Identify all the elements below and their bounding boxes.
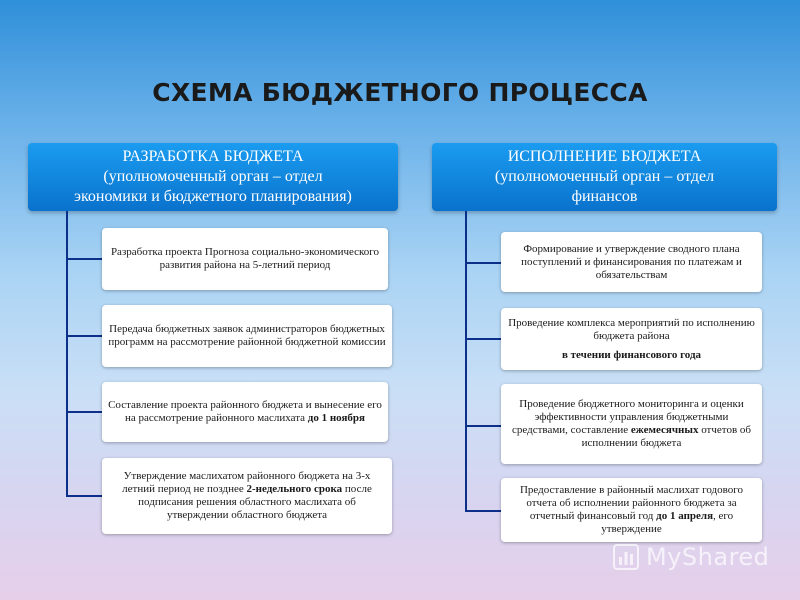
right-step-3-frequency: ежемесячных [630, 424, 699, 436]
left-step-4-text: Утверждение маслихатом районного бюджета на 3-х летний период не позднее [122, 470, 371, 495]
left-step-4 [102, 458, 392, 534]
right-header-line3: финансов [571, 188, 638, 205]
right-step-1-text: Формирование и утверждение сводного плана поступлений и финансирования по платежам и обязательствам [521, 242, 742, 281]
right-step-4 [501, 478, 762, 542]
left-step-4-text2: после подписания решения областного маслихата об утверждении областного бюджета [138, 483, 372, 521]
left-header-line3: экономики и бюджетного планирования) [74, 188, 352, 205]
bar-chart-icon [612, 543, 640, 571]
left-step-3-deadline: до 1 ноября [307, 412, 365, 424]
right-step-3-text2: отчетов об исполнении бюджета [581, 424, 751, 449]
right-step-4-text: Предоставление в районный маслихат годового отчета об исполнении районного бюджета за отчетный финансовый год [519, 484, 743, 522]
left-connector-4 [66, 495, 102, 497]
left-connector-vertical [66, 211, 68, 497]
watermark-text: MyShared [646, 543, 770, 571]
left-header [28, 143, 398, 211]
right-step-2 [501, 308, 762, 370]
right-header-line2: (уполномоченный орган – отдел [494, 168, 715, 185]
right-connector-3 [465, 425, 501, 427]
page-title: СХЕМА БЮДЖЕТНОГО ПРОЦЕССА [152, 78, 648, 107]
left-step-3 [102, 382, 388, 442]
left-step-2 [102, 305, 392, 367]
left-connector-2 [66, 335, 102, 337]
right-step-4-deadline: до 1 апреля [656, 510, 714, 522]
left-step-1-text: Разработка проекта Прогноза социально-экономического развития района на 5-летний период [110, 246, 380, 271]
right-step-2-deadline: в течении финансового года [561, 348, 702, 361]
right-connector-vertical [465, 211, 467, 512]
right-step-1 [501, 232, 762, 292]
right-header-line1: ИСПОЛНЕНИЕ БЮДЖЕТА [507, 148, 702, 165]
right-header [432, 143, 777, 211]
left-header-line2: (уполномоченный орган – отдел [103, 168, 323, 185]
right-step-3-text: Проведение бюджетного мониторинга и оценки эффективности управления бюджетными средствами, составление [512, 398, 744, 436]
right-step-3 [501, 384, 762, 464]
watermark [612, 540, 772, 574]
left-step-2-text: Передача бюджетных заявок администраторов бюджетных программ на рассмотрение районной бюджетной комиссии [108, 323, 386, 348]
right-step-4-text2: , его утверждение [601, 510, 734, 535]
left-connector-3 [66, 411, 102, 413]
right-connector-4 [465, 510, 501, 512]
left-step-4-deadline: 2-недельного срока [246, 483, 343, 495]
right-step-2-text: Проведение комплекса мероприятий по исполнению бюджета района [508, 316, 755, 342]
left-connector-1 [66, 258, 102, 260]
left-header-line1: РАЗРАБОТКА БЮДЖЕТА [122, 148, 304, 165]
right-connector-1 [465, 262, 501, 264]
right-connector-2 [465, 338, 501, 340]
left-step-3-text: Составление проекта районного бюджета и вынесение его на рассмотрение районного маслихата [108, 399, 382, 424]
left-step-1 [102, 228, 388, 290]
